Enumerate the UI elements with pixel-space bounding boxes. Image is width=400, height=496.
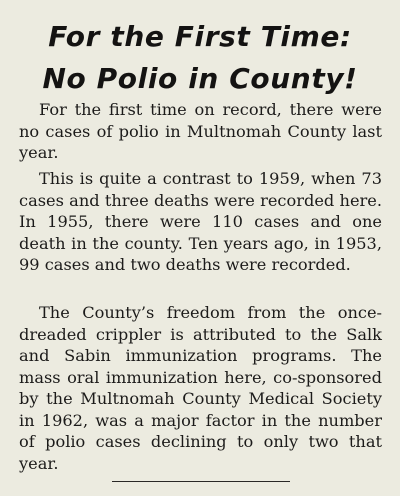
- headline-line-2: No Polio in County!: [42, 62, 358, 95]
- paragraph-2-text: This is quite a contrast to 1959, when 73 cases and three deaths were recorded here. In 1955, there were 110 cases and one death in the county. Ten years ago, in 1953, 99 cases and two deaths were recorded.: [19, 169, 382, 274]
- end-rule-divider: [112, 481, 290, 482]
- paragraph-1-text: For the first time on record, there were no cases of polio in Multnomah County last year.: [19, 100, 382, 162]
- paragraph-3: [19, 302, 382, 474]
- headline-line-1: For the First Time:: [48, 20, 352, 53]
- paragraph-2: [19, 168, 382, 276]
- paragraph-1: [19, 99, 382, 164]
- paragraph-3-text: The County’s freedom from the once-dreaded crippler is attributed to the Salk and Sabin immunization programs. The mass oral immunization here, co-sponsored by the Multnomah County Medical Society in 1962, was a major factor in the number of polio cases declining to only two that year.: [19, 303, 382, 473]
